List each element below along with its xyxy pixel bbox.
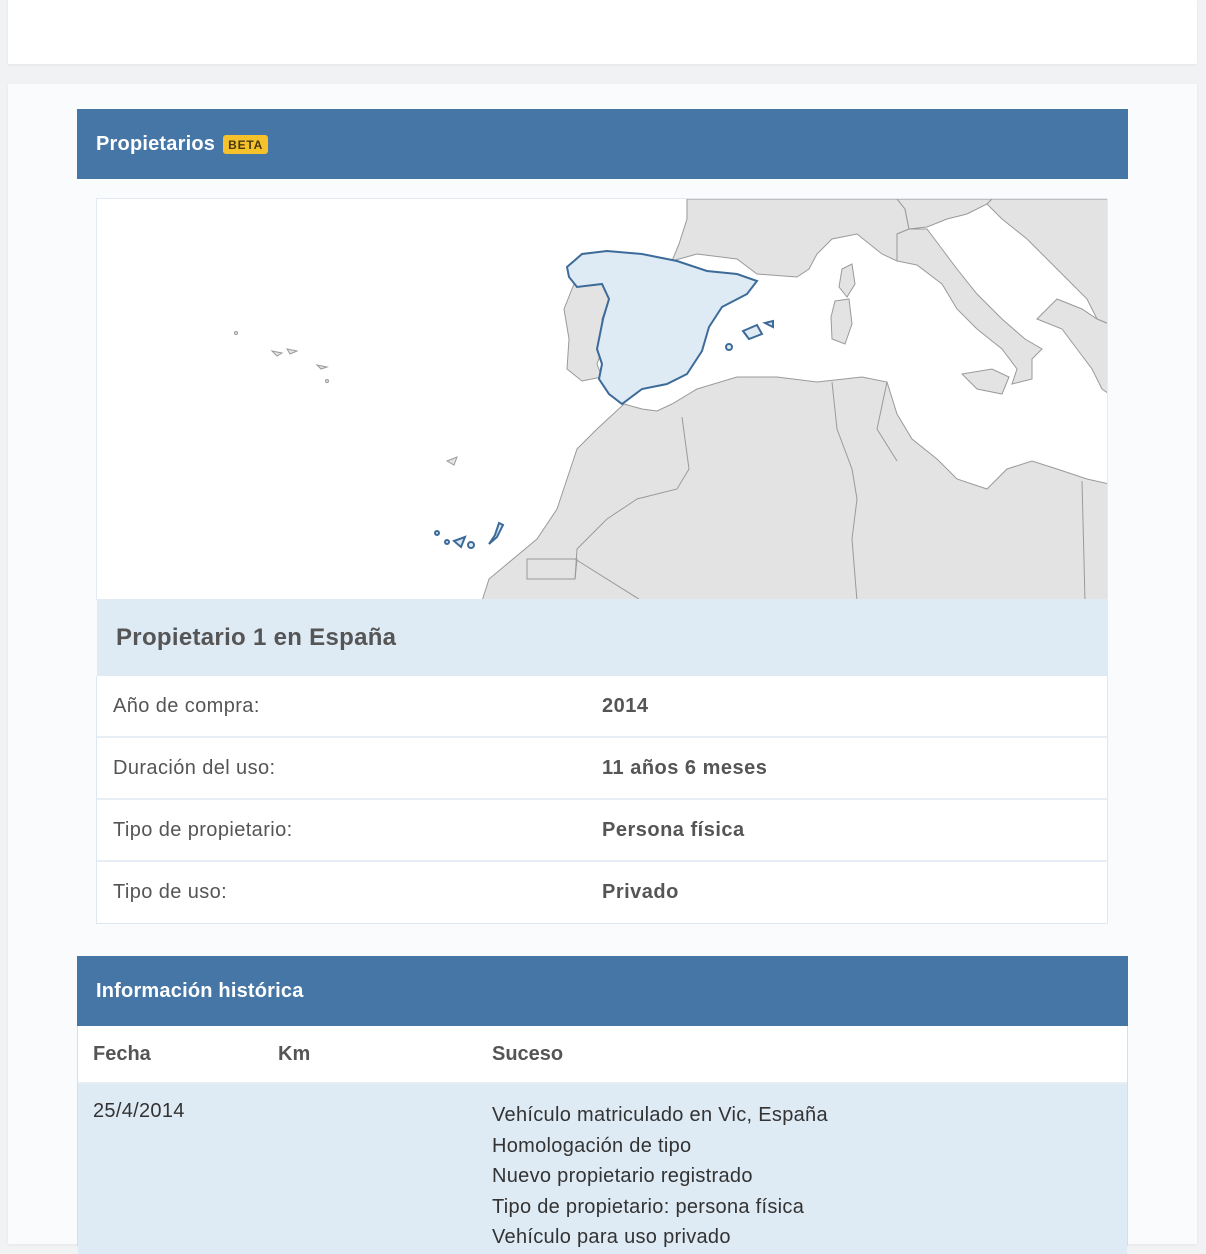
- owner-info-table: [96, 676, 1108, 924]
- info-label: Tipo de propietario:: [113, 818, 293, 841]
- history-table-header: [78, 1026, 1127, 1084]
- island-canary-4: [468, 542, 474, 548]
- event-item: Vehículo para uso privado: [492, 1226, 731, 1248]
- column-header-km[interactable]: Km: [278, 1042, 311, 1065]
- land-france: [672, 199, 909, 277]
- land-central-europe: [897, 199, 992, 229]
- top-card: [8, 0, 1197, 64]
- column-header-date[interactable]: Fecha: [93, 1042, 151, 1065]
- island-canary-2: [445, 540, 449, 544]
- history-title: Información histórica: [96, 979, 304, 1002]
- island-madeira: [447, 457, 457, 465]
- land-corsica: [839, 264, 855, 297]
- island-mallorca: [743, 325, 762, 339]
- land-italy: [897, 229, 1042, 384]
- beta-badge: BETA: [223, 135, 268, 154]
- island-azores-4: [317, 365, 327, 369]
- history-section-header: [77, 956, 1128, 1026]
- info-row-owner-type: [97, 800, 1107, 862]
- info-label: Tipo de uso:: [113, 881, 228, 903]
- owners-section-header: [77, 109, 1128, 179]
- land-sicily: [962, 369, 1009, 394]
- info-value: 11 años 6 meses: [602, 756, 768, 779]
- map-svg: [97, 199, 1108, 600]
- row-events: [492, 1100, 1127, 1254]
- island-ibiza: [726, 344, 732, 350]
- info-label: Año de compra:: [113, 694, 260, 717]
- island-canary-1: [435, 531, 439, 535]
- land-sardinia: [831, 299, 852, 344]
- island-canary-5: [489, 523, 503, 544]
- table-row: [78, 1084, 1127, 1254]
- info-value: Persona física: [602, 818, 745, 841]
- land-balkans: [987, 199, 1108, 324]
- info-row-usage-duration: [97, 738, 1107, 800]
- info-label: Duración del uso:: [113, 756, 276, 779]
- island-canary-3: [454, 537, 465, 547]
- info-value: 2014: [602, 694, 649, 717]
- island-menorca: [765, 321, 773, 327]
- row-km: [278, 1100, 492, 1254]
- column-header-event[interactable]: Suceso: [492, 1042, 564, 1065]
- info-row-usage-type: [97, 862, 1107, 923]
- history-table: [77, 1026, 1128, 1246]
- event-list: [492, 1100, 1127, 1253]
- owners-map[interactable]: [96, 198, 1108, 600]
- info-value: Privado: [602, 881, 679, 903]
- event-item: Vehículo matriculado en Vic, España: [492, 1104, 828, 1126]
- event-item: Tipo de propietario: persona física: [492, 1195, 805, 1218]
- island-azores-2: [272, 351, 282, 356]
- event-item: Homologación de tipo: [492, 1134, 692, 1157]
- owners-title: Propietarios: [96, 132, 216, 155]
- island-azores-5: [326, 380, 329, 383]
- info-row-purchase-year: [97, 676, 1107, 738]
- island-azores-3: [287, 349, 297, 354]
- island-azores-1: [235, 332, 238, 335]
- owner-title: Propietario 1 en España: [97, 600, 1108, 676]
- row-date: 25/4/2014: [93, 1100, 185, 1122]
- event-item: Nuevo propietario registrado: [492, 1165, 753, 1187]
